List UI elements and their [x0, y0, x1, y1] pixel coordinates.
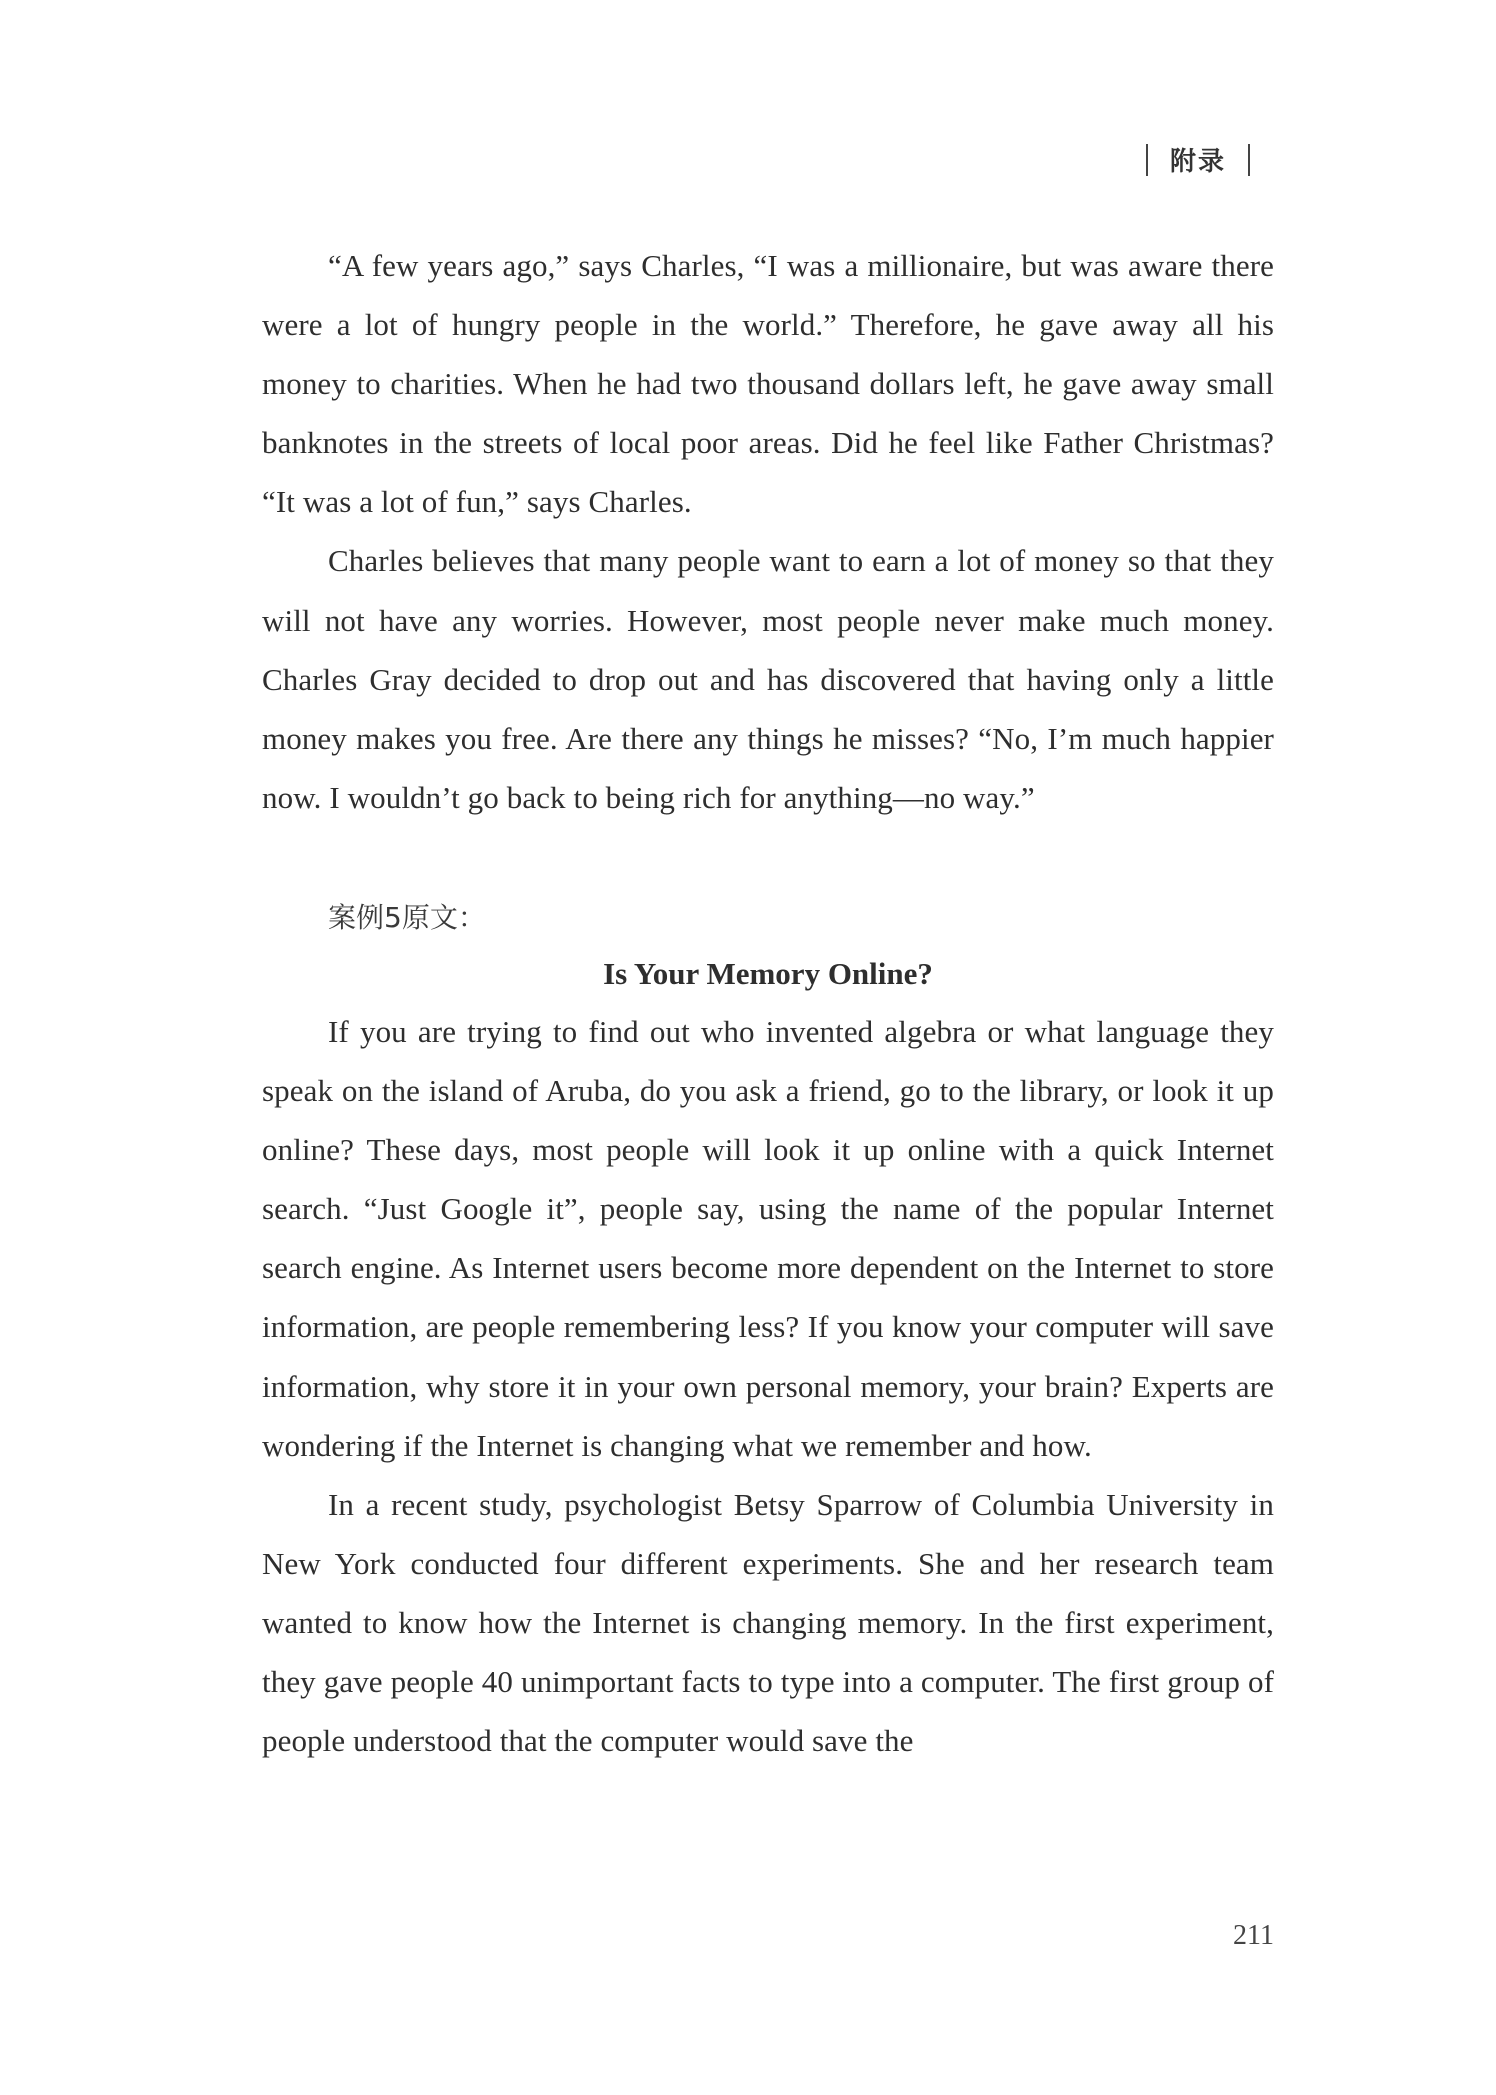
article-title: Is Your Memory Online? — [603, 955, 933, 991]
paragraph: If you are trying to find out who invented algebra or what language they speak on the island of Aruba, do you ask a friend, go to the library, or look it up online? These days, most people will look it up online with a quick Internet search. “Just Google it”, people say, using the name of the popular Internet search engine. As Internet users become more dependent on the Internet to store information, are people remembering less? If you know your computer will save information, why store it in your own personal memory, your brain? Experts are wondering if the Internet is changing what we remember and how. — [262, 1013, 1274, 1463]
paragraph: Charles believes that many people want to earn a lot of money so that they will not have any worries. However, most people never make much money. Charles Gray decided to drop out and has discovered that having only a little money makes you free. Are there any things he misses? “No, I’m much happier now. I wouldn’t go back to being rich for anything—no way.” — [262, 543, 1274, 815]
running-header — [1124, 141, 1272, 178]
case-label: 案例5原文： — [328, 900, 486, 934]
page-body — [262, 236, 1274, 1770]
page-number: 211 — [1233, 1920, 1274, 1951]
header-divider-right — [1248, 144, 1250, 176]
header-section-title: 附录 — [1169, 147, 1226, 177]
paragraph: In a recent study, psychologist Betsy Sparrow of Columbia University in New York conducted four different experiments. She and her research team wanted to know how the Internet is changing memory. In the first experiment, they gave people 40 unimportant facts to type into a computer. The first group of people understood that the computer would save the — [262, 1486, 1274, 1759]
paragraph: “A few years ago,” says Charles, “I was a millionaire, but was aware there were a lot of hungry people in the world.” Therefore, he gave away all his money to charities. When he had two thousand dollars left, he gave away small banknotes in the streets of local poor areas. Did he feel like Father Christmas? “It was a lot of fun,” says Charles. — [262, 248, 1274, 520]
header-divider-left — [1146, 144, 1148, 176]
